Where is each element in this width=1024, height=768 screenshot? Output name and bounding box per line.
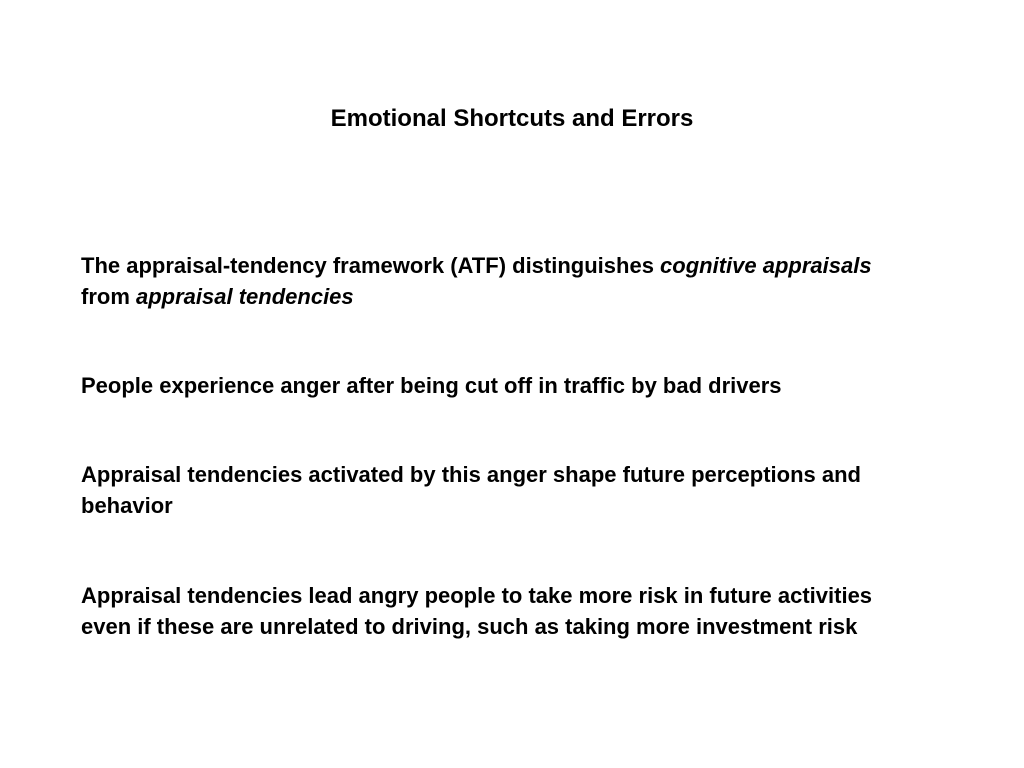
paragraph-atf-text-a: The appraisal-tendency framework (ATF) distinguishes (81, 253, 661, 278)
paragraph-atf-italic-appraisal-tendencies: appraisal tendencies (136, 284, 354, 309)
slide-title: Emotional Shortcuts and Errors (330, 105, 694, 132)
paragraph-atf-italic-cognitive-appraisals: cognitive appraisals (660, 253, 872, 278)
paragraph-risk-taking: Appraisal tendencies lead angry people to take more risk in future activities even if these are unrelated to driving, such as taking more investment risk (81, 583, 873, 639)
paragraph-atf-text-b: from (81, 284, 136, 309)
paragraph-atf (81, 250, 921, 312)
paragraph-anger-shapes-behavior: Appraisal tendencies activated by this anger shape future perceptions and behavior (81, 462, 861, 518)
paragraph-anger-traffic: People experience anger after being cut off in traffic by bad drivers (81, 373, 782, 398)
